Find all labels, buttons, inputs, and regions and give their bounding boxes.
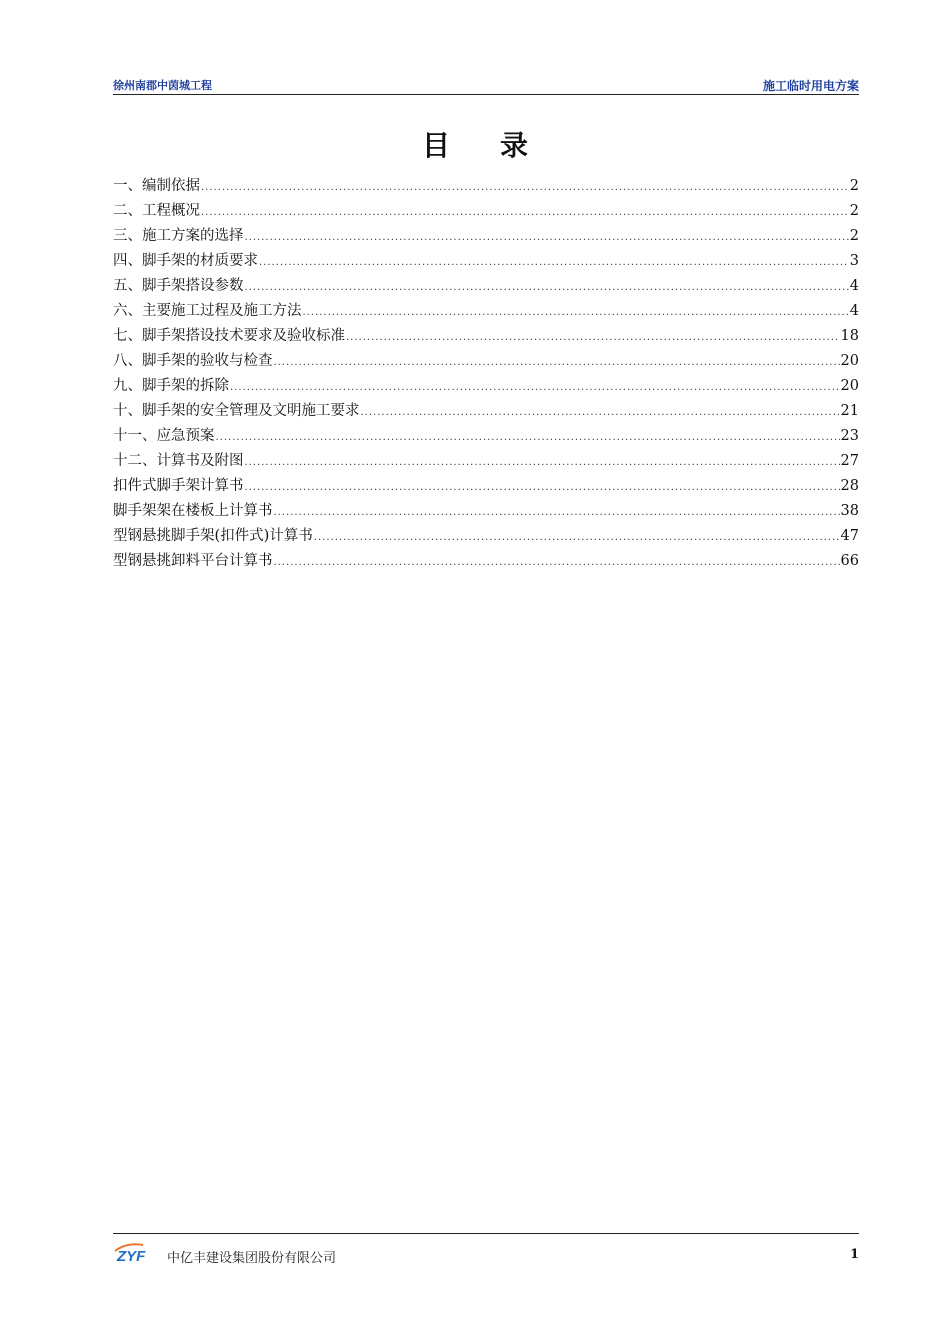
page-footer <box>113 1233 859 1274</box>
toc-leader-dots <box>303 300 849 325</box>
toc-entry[interactable] <box>113 499 859 524</box>
toc-entry[interactable] <box>113 274 859 299</box>
toc-entry-label: 脚手架架在楼板上计算书 <box>113 503 273 519</box>
toc-entry[interactable] <box>113 324 859 349</box>
toc-entry[interactable] <box>113 349 859 374</box>
toc-entry[interactable] <box>113 249 859 274</box>
toc-entry[interactable] <box>113 199 859 224</box>
toc-entry[interactable] <box>113 549 859 574</box>
toc-leader-dots <box>274 500 840 525</box>
toc-entry[interactable] <box>113 224 859 249</box>
toc-entry-label: 十二、计算书及附图 <box>113 453 244 469</box>
toc-entry[interactable] <box>113 474 859 499</box>
toc-title: 目录 <box>421 129 578 162</box>
toc-entry-label: 十、脚手架的安全管理及文明施工要求 <box>113 403 360 419</box>
toc-entry-page: 66 <box>840 553 859 569</box>
toc-leader-dots <box>259 250 849 275</box>
toc-leader-dots <box>245 475 840 500</box>
toc-entry-page: 20 <box>840 353 859 369</box>
toc-entry-label: 五、脚手架搭设参数 <box>113 278 244 294</box>
header-project-name: 徐州南郡中茵城工程 <box>113 79 212 92</box>
toc-entry-page: 28 <box>840 478 859 494</box>
table-of-contents <box>113 174 859 574</box>
toc-entry-page: 38 <box>840 503 859 519</box>
toc-entry[interactable] <box>113 374 859 399</box>
toc-entry-page: 4 <box>849 278 859 294</box>
toc-entry-label: 二、工程概况 <box>113 203 200 219</box>
toc-entry[interactable] <box>113 524 859 549</box>
toc-leader-dots <box>201 175 849 200</box>
toc-entry-page: 18 <box>840 328 859 344</box>
toc-entry-label: 三、施工方案的选择 <box>113 228 244 244</box>
toc-entry[interactable] <box>113 399 859 424</box>
company-logo-icon <box>113 1242 165 1264</box>
toc-entry-label: 七、脚手架搭设技术要求及验收标准 <box>113 328 345 344</box>
footer-page-number: 1 <box>849 1247 859 1262</box>
footer-company-name: 中亿丰建设集团股份有限公司 <box>167 1251 337 1266</box>
toc-entry-label: 十一、应急预案 <box>113 428 215 444</box>
toc-leader-dots <box>216 425 840 450</box>
toc-entry-page: 4 <box>849 303 859 319</box>
toc-entry-page: 20 <box>840 378 859 394</box>
toc-entry-page: 21 <box>840 403 859 419</box>
page-header <box>113 74 859 95</box>
toc-entry-page: 27 <box>840 453 859 469</box>
toc-entry[interactable] <box>113 449 859 474</box>
toc-leader-dots <box>230 375 840 400</box>
toc-entry-label: 扣件式脚手架计算书 <box>113 478 244 494</box>
toc-entry-page: 3 <box>849 253 859 269</box>
toc-entry-label: 四、脚手架的材质要求 <box>113 253 258 269</box>
toc-entry-label: 八、脚手架的验收与检查 <box>113 353 273 369</box>
toc-entry-page: 2 <box>849 228 859 244</box>
toc-entry[interactable] <box>113 424 859 449</box>
toc-leader-dots <box>201 200 849 225</box>
toc-entry-label: 型钢悬挑脚手架(扣件式)计算书 <box>113 528 313 544</box>
toc-entry-label: 型钢悬挑卸料平台计算书 <box>113 553 273 569</box>
toc-entry-label: 一、编制依据 <box>113 178 200 194</box>
toc-leader-dots <box>245 225 849 250</box>
toc-entry-page: 2 <box>849 203 859 219</box>
toc-leader-dots <box>245 275 849 300</box>
header-document-name: 施工临时用电方案 <box>762 79 859 93</box>
toc-entry-page: 23 <box>840 428 859 444</box>
toc-leader-dots <box>274 350 840 375</box>
toc-leader-dots <box>274 550 840 575</box>
toc-entry-page: 2 <box>849 178 859 194</box>
toc-leader-dots <box>245 450 840 475</box>
toc-entry-label: 六、主要施工过程及施工方法 <box>113 303 302 319</box>
toc-entry-page: 47 <box>840 528 859 544</box>
logo-text: ZYF <box>117 1248 146 1264</box>
toc-entry[interactable] <box>113 174 859 199</box>
toc-entry[interactable] <box>113 299 859 324</box>
toc-leader-dots <box>314 525 840 550</box>
toc-leader-dots <box>346 325 840 350</box>
toc-entry-label: 九、脚手架的拆除 <box>113 378 229 394</box>
toc-leader-dots <box>361 400 840 425</box>
